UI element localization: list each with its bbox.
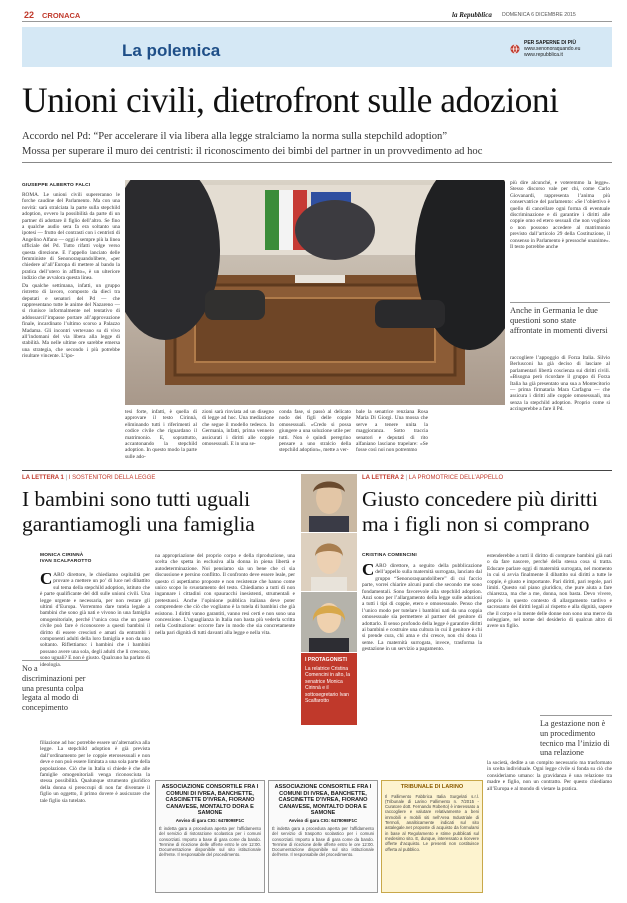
left-pullquote-text: No a discriminazioni per una presunta colpa legata al modo di concepimento xyxy=(22,664,86,713)
main-photo xyxy=(125,180,505,405)
issue-date: DOMENICA 6 DICEMBRE 2015 xyxy=(502,12,576,18)
headline-rule xyxy=(22,162,612,163)
left-headline: I bambini sono tutti uguali garantiamogli una famiglia xyxy=(22,487,255,536)
left-author: IVAN SCALFAROTTO xyxy=(40,559,92,564)
left-byline xyxy=(40,553,140,565)
ad-subtitle: Avviso di gara CIG: 6478098F1C xyxy=(175,817,245,823)
main-col-3: zioni sarà rinviata ad un disegno di legge ad hoc. Una mediazione che segue il modello tedesco. In Germania, infatti, prima vennero assicurati i diritti alle coppie omosessuali. E in una se- xyxy=(202,409,274,448)
left-pullquote xyxy=(22,660,88,713)
ad-tribunale xyxy=(381,780,483,893)
protagonists-title: I PROTAGONISTI xyxy=(305,657,347,663)
right-col-2-end: la società, dedite a un compito necessario ma trasformato in scelta individuale. Ogni legge civile si fonda su ciò che consideriamo umano: la gravidanza è una relazione tra madre e figlio, non un contratto. Per questo chiediamo all’Europa e al mondo di vietare la pratica. xyxy=(487,760,612,792)
banner-title: La polemica xyxy=(122,41,221,60)
right-pullquote-text: La gestazione non è un procedimento tecnico ma l’inizio di una relazione xyxy=(540,719,610,758)
ad-title: ASSOCIAZIONE CONSORTILE FRA I COMUNI DI IVREA, BANCHETTE, CASCINETTE D’IVREA, FIORANO CANAVESE, MONTALTO DORA E SAMONE xyxy=(161,784,259,817)
right-kicker: LA LETTERA 2 | LA PROMOTRICE DELL’APPELLO xyxy=(362,475,504,481)
left-kicker-label: LA LETTERA 1 xyxy=(22,475,64,481)
left-col-2: na appropriazione del proprio corpo e della riproduzione, una scelta che spetta in esclusiva alla donna in piena libertà e autodeterminazione. Noi pensiamo sia un bene che ci sia discussione e persino conflitto. Il confronto deve essere leale, per questo ci aspettiamo proposte e non resistenze che hanno come unico scopo lo svuotamento del testo. Chiediamo a tutti di non ingannare i cittadini con spauracchi inesistenti, strumentali e pretestuosi. Anche l’opinione pubblica italiana deve poter comprendere che ciò che vogliamo è la tutela di bambini che già esistono. I diritti vanno garantiti, vanno resi certi e non sono una concessione. L’uguaglianza in Italia non basta più vederla scritta nella Costituzione: occorre fare in modo che sia concretamente nella pari dignità di tutti davanti alla legge e nella vita. xyxy=(155,553,295,636)
left-kicker: LA LETTERA 1 | I SOSTENITORI DELLA LEGGE xyxy=(22,475,156,481)
ad-title: ASSOCIAZIONE CONSORTILE FRA I COMUNI DI IVREA, BANCHETTE, CASCINETTE D’IVREA, FIORANO CANAVESE, MONTALTO DORA E SAMONE xyxy=(274,784,372,817)
protagonists-text: La relatrice Cristina Comencini in alto, la senatrice Monica Cirinnà e il sottosegretario Ivan Scalfarotto xyxy=(305,666,351,705)
left-col-1: CARO direttore, le chiediamo ospitalità per provare a mettere un po’ di luce nel dibattito sul tema della stepchild adoption, istituto che è parte qualificante del ddl sulle unioni civili. Una legge urgente e necessaria, per non restare gli ultimi d’Europa. Vorremmo dare tutela legale a bambini che sono già nati e vivono in una famiglia omogenitoriale, perché l’unica cosa che un paese civile può fare è riconoscere a questi bambini il diritto di essere cresciuti e amati da entrambi i componenti adulti della loro famiglia e non da uno soltanto. Riflettiamo: i bambini che i bambini possano avere una sola, degli adulti che li crescono, sono uguali? E non è giusto. Qualcuno ha parlato di ideologia. xyxy=(40,572,150,668)
ad-title: TRIBUNALE DI LARINO xyxy=(400,784,464,790)
main-col-6 xyxy=(510,180,610,300)
right-headline: Giusto concedere più diritti ma i figli non si comprano xyxy=(362,487,598,536)
right-pullquote xyxy=(540,715,612,758)
web-links-label: PER SAPERNE DI PIÙ xyxy=(524,40,576,46)
protagonists-box xyxy=(301,653,357,725)
ad-body: È indetta gara a procedura aperta per l’affidamento del servizio di trasporto scolastico per i comuni consorziati. Importo a base di gara come da bando. Termine di ricezione delle offerte entro le ore 12:00. Documentazione disponibile sul sito istituzionale dell’ente. Il responsabile del procedimento. xyxy=(272,825,374,858)
ad-body: Il Fallimento Fabbrica Italia Surgelati s.r.l. (Tribunale di Larino Fallimento n. 7/2015 - Curatore dott. Fernando Roberto) è interessato a raccogliere e valutare relativamente a beni immobili e mobili siti nell’Area Industriale di Termoli, analiticamente indicati sul sito astalegale.net proposte di acquisto da formularsi in base al Regolamento e stime pubblicati sul medesimo sito. E, dunque, interessato a ricevere offerte d’acquisto. Le presenti non costituisce offerta al pubblico. xyxy=(385,793,479,852)
left-author: MONICA CIRINNÀ xyxy=(40,553,84,558)
main-col-2: tesi forte, infatti, è quella di approvare il testo Cirinnà, eliminando tutti i riferimenti al codice civile che riguardano il matrimonio. E, soprattutto, accantonando la stepchild adoption. In questo modo la parte sulle ado- xyxy=(125,409,197,460)
left-col-1-text: ARO direttore, le chiediamo ospitalità per provare a mettere un po’ di luce nel dibattito sul tema della stepchild adoption, istituto che è parte qualificante del ddl sulle unioni civili. Una legge urgente e necessaria, per non restare gli ultimi d’Europa. Vorremmo dare tutela legale a bambini che sono già nati e vivono in una famiglia omogenitoriale, perché l’unica cosa che un paese civile può fare è riconoscere a questi bambini il diritto di essere cresciuti e amati da entrambi i componenti adulti della loro famiglia e non da uno soltanto. Riflettiamo: i bambini che i bambini possano avere una sola, degli adulti che li crescono, sono uguali? E non è giusto. Qualcuno ha parlato di ideologia. xyxy=(40,572,150,668)
main-col-6-para: più dire alcunché, e voteremmo la legge». Stesso discorso vale per chi, come Carlo Giovanardi, rappresenta l’anima più conservatrice del parlamento: «Se l’obiettivo è quello di cancellare ogni forma di eventuale discriminazione e di garantire i diritti alle coppie omo ed etero sessuali che non vogliono o non possono accedere al matrimonio previsto dall’articolo 29 della Costituzione, il consenso in Parlamento è pressoché unanime». Il testo potrebbe anche xyxy=(510,180,610,251)
web-links xyxy=(524,40,580,59)
main-col-5: bale la senatrice renziana Rosa Maria Di Giorgi. Una mossa che serve a tenere unita la maggioranza. Sotto traccia senatori e deputati di rito alfaniano lasciano trapelare: «Se fosse così noi non potremmo xyxy=(356,409,428,454)
main-col-6-end: raccogliere l’appoggio di Forza Italia. Silvio Berlusconi ha già deciso di lasciare al parlamentari libertà coscienza sui diritti civili. «Bisogna però ricordare il gruppo di Forza Italia ha già presentato una sua a Montecitorio — prima firmataria Mara Carfagna — che assicura i diritti alle coppie omosessuali, ma senza la stepchild adoption. Proprio come si accingerebbe a fare il Pd. xyxy=(510,355,610,413)
section-label: CRONACA xyxy=(42,11,81,20)
right-byline: CRISTINA COMENCINI xyxy=(362,553,417,558)
left-col-1-end: filiazione ad hoc potrebbe essere un’alternativa alla legge. La stepchild adoption è già prevista dall’ordinamento per le coppie eterosessuali e non deve e non può essere limitata a una sola parte della popolazione. Ciò che in Italia si chiede è che alle famiglie omogenitoriali venga riconosciuta la stessa possibilità. Qualunque strumento giuridico della donna si preoccupi di non far diventare il figlio un oggetto, il primo dovere è assicurare che tale figlio sia tutelato. xyxy=(40,740,150,804)
web-link[interactable]: www.repubblica.it xyxy=(524,52,563,59)
main-pullquote-text: Anche in Germania le due questioni sono state affrontate in momenti diversi xyxy=(510,306,608,335)
main-deck-2: Mossa per superare il muro dei centristi: il riconoscimento dei bimbi del partner in un provvedimento ad hoc xyxy=(22,146,483,157)
right-col-2: estenderebbe a tutti il diritto di comprare bambini già nati o da fare nascere, perché della stessa cosa si tratta. Educare parlare oggi di maternità surrogata, nel momento in cui si avvia finalmente il dibattito sui diritti a tutte le coppie, è giusto e importante. Pari diritti, pari regole, pari limiti. Questo sul piano giuridico, che pure aiuta a fare chiarezza, ma che a me, donna, non basta. Devo vivere, proprio in questo contesto di allargamento tardivo e sacrosanto dei diritti legali al rispetto e alla dignità, sapere che il corpo e la mente delle donne non sono una merce da noleggiare, nel nome del desiderio di qualcun altro di avere un figlio. xyxy=(487,553,612,630)
ad-subtitle: Avviso di gara CIG: 6478098F1C xyxy=(288,817,358,823)
ad-consortium-2 xyxy=(268,780,378,893)
right-col-1-text: ARO direttore, a seguito della pubblicazione dell’appello sulla maternità surrogata, lanciato dal gruppo “Senonoraquandolibere” di cui faccio parte, vorrei chiarire alcuni punti che secondo me sono fondamentali. Sono favorevole alla stepchild adoption. Anzi sono per l’allargamento della legge sulle adozioni a tutti i tipi di coppie, etero e omosessuale. Penso che l’unico modo per tutelare i bambini nati da una coppia omosessuale sia permettere al partner del genitore di adottarlo. Il senso profondo della legge è garantire diritti ai bambini e costruire una cultura in cui il genitore è chi si prende cura, chi ama e chi cresce, non chi dona il seme. La maternità surrogata, invece, trasforma la gestazione in un servizio a pagamento. xyxy=(362,563,482,653)
main-pullquote xyxy=(510,302,610,336)
section-rule xyxy=(22,470,612,471)
main-deck-1: Accordo nel Pd: “Per accelerare il via libera alla legge stralciamo la norma sulla stepchild adoption” xyxy=(22,131,448,142)
main-byline: GIUSEPPE ALBERTO FALCI xyxy=(22,183,91,188)
right-kicker-label: LA LETTERA 2 xyxy=(362,475,404,481)
main-col-1-para: Da qualche settimana, infatti, un gruppo ristretto di lavoro, composto da dieci tra deputati e senatori del Pd — che rappresentano tutte le anime del Nazareno — si riunisce informalmente nel tentativo di addossarcil’impasse portare all’approvazione finale, incardinato l’ultimo scorso a Palazzo Madama. Gli incontri vertevano su di vivo all’indomani del via libera alla legge di stabilità. Ma nelle ultime ore sarebbe emersa una strategia, che secondo i più potrebbe risultare vincente. L’ipo- xyxy=(22,282,120,360)
main-headline: Unioni civili, dietrofront sulle adozioni xyxy=(22,80,559,120)
right-col-1: CARO direttore, a seguito della pubblicazione dell’appello sulla maternità surrogata, lanciato dal gruppo “Senonoraquandolibere” di cui faccio parte, vorrei chiarire alcuni punti che secondo me sono fondamentali. Sono favorevole alla stepchild adoption. Anzi sono per l’allargamento della legge sulle adozioni a tutti i tipi di coppie, etero e omosessuale. Penso che l’unico modo per tutelare i bambini nati da una coppia omosessuale sia permettere al partner del genitore di adottarlo. Il senso profondo della legge è garantire diritti ai bambini e costruire una cultura in cui il genitore è chi si prende cura, chi ama e chi cresce, non chi dona il seme. La maternità surrogata, invece, trasforma la gestazione in un servizio a pagamento. xyxy=(362,563,482,653)
portrait-photo xyxy=(301,533,357,591)
section-banner xyxy=(22,27,612,67)
ad-consortium-1 xyxy=(155,780,265,893)
web-link[interactable]: www.senonoraquando.eu xyxy=(524,46,581,53)
newspaper-name: la Repubblica xyxy=(452,11,492,19)
portrait-photo xyxy=(301,474,357,532)
page-number: 22 xyxy=(24,10,35,20)
page-header xyxy=(22,10,612,22)
main-col-4: conda fase, si passò al delicato nodo dei figli delle coppie omosessuali. «Credo si possa giungere a una soluzione utile per tutti. Non è quindi peregrino pensare a uno stralcio della stepchild adoption», mette a ver- xyxy=(279,409,351,454)
right-kicker-text: LA PROMOTRICE DELL’APPELLO xyxy=(408,475,504,481)
globe-icon xyxy=(510,41,520,51)
main-col-1-para: ROMA. Le unioni civili supereranno le forche caudine del Parlamento. Ma con una novità: sarà stralciata la parte sulla stepchild adoption, ovvero la possibilità da parte di un partner di adottare il figlio dell’altro. Se fino a qualche audio sera fa era soltanto una ipotesi — frutto del contrasti con i centristi di Angelino Alfano — oggi è sempre più la linea ufficiale del Pd. Tutto rifatti volge verso questa direzione. E l’appello lanciato delle femministe di Senonoraquandolibere, «per chiedere al’all’Europa di mettere al bando la pratica dell’utero in affitto», è un ulteriore indizio che avvalora questa linea. xyxy=(22,192,120,282)
ad-body: È indetta gara a procedura aperta per l’affidamento del servizio di ristorazione scolastica per i comuni consorziati. Importo a base di gara come da bando. Termine di ricezione delle offerte entro le ore 12:00. Documentazione disponibile sul sito istituzionale dell’ente. Il responsabile del procedimento. xyxy=(159,825,261,858)
left-kicker-text: I SOSTENITORI DELLA LEGGE xyxy=(68,475,156,481)
portrait-photo xyxy=(301,592,357,652)
